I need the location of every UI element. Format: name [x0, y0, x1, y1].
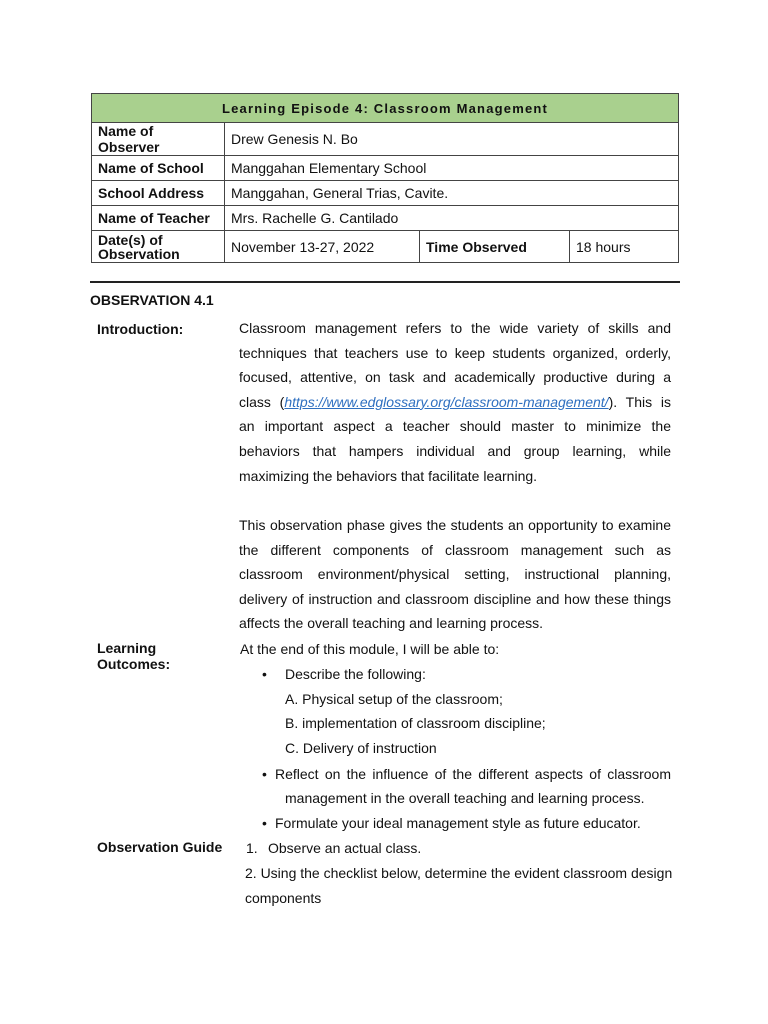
table-row — [92, 156, 679, 181]
outcome-sub-item: A. Physical setup of the classroom; — [285, 691, 503, 707]
outcome-bullet-1: Describe the following: — [285, 666, 426, 682]
episode-title: Learning Episode 4: Classroom Management — [92, 94, 679, 123]
address-label: School Address — [92, 181, 225, 206]
teacher-value: Mrs. Rachelle G. Cantilado — [225, 206, 679, 231]
outcome-sub-item: B. implementation of classroom discipline; — [285, 715, 546, 731]
teacher-label: Name of Teacher — [92, 206, 225, 231]
observation-heading: OBSERVATION 4.1 — [90, 292, 214, 308]
date-value: November 13-27, 2022 — [225, 231, 420, 263]
outcome-bullet-2-cont: management in the overall teaching and learning process. — [285, 790, 645, 806]
date-label — [92, 231, 225, 263]
introduction-paragraph — [239, 316, 671, 488]
address-value: Manggahan, General Trias, Cavite. — [225, 181, 679, 206]
introduction-paragraph-2: This observation phase gives the students an opportunity to examine the different components of classroom management such as classroom environment/physical setting, instructional planning, delivery of instruction and classroom discipline and how these things affects the overall teaching and learning process. — [239, 517, 671, 632]
outcomes-label-line2: Outcomes: — [97, 656, 171, 672]
edglossary-link[interactable]: https://www.edglossary.org/classroom-management/ — [284, 393, 609, 410]
time-value: 18 hours — [570, 231, 679, 263]
bullet-icon: • — [262, 666, 267, 682]
observer-label: Name of Observer — [92, 123, 225, 156]
intro-text-part2: ). This is an important aspect a teacher should master to minimize the behaviors that hampers individual and group learning, while maximizing the behaviors that facilitate learning. — [239, 393, 672, 484]
guide-item-1-number: 1. — [246, 840, 258, 856]
section-divider — [90, 281, 680, 283]
bullet-icon: • — [262, 815, 267, 831]
table-row — [92, 123, 679, 156]
observer-value: Drew Genesis N. Bo — [225, 123, 679, 156]
intro-text-part1: Classroom management refers to the wide variety of skills and techniques that teachers use to keep students organized, orderly, focused, attentive, on task and academically productive during a class ( — [239, 320, 671, 410]
outcome-bullet-3: Formulate your ideal management style as future educator. — [275, 815, 641, 831]
guide-item-2: 2. Using the checklist below, determine the evident classroom design — [245, 865, 673, 881]
observation-guide-label: Observation Guide — [97, 839, 223, 855]
table-row — [92, 231, 679, 263]
outcomes-intro: At the end of this module, I will be able to: — [240, 641, 500, 657]
school-label: Name of School — [92, 156, 225, 181]
date-label-line2: Observation — [98, 245, 180, 262]
introduction-label: Introduction: — [97, 321, 184, 337]
table-row — [92, 181, 679, 206]
learning-outcomes-label — [97, 640, 170, 672]
table-row — [92, 206, 679, 231]
outcomes-label-line1: Learning — [97, 640, 157, 656]
guide-item-2-cont: components — [245, 890, 322, 906]
observation-info-table — [91, 93, 679, 263]
time-label: Time Observed — [420, 231, 570, 263]
date-label-line1: Date(s) of — [98, 231, 163, 248]
outcome-bullet-2: Reflect on the influence of the different aspects of classroom — [275, 766, 671, 782]
school-value: Manggahan Elementary School — [225, 156, 679, 181]
guide-item-1: Observe an actual class. — [268, 840, 422, 856]
outcome-sub-item: C. Delivery of instruction — [285, 740, 437, 756]
bullet-icon: • — [262, 766, 267, 782]
